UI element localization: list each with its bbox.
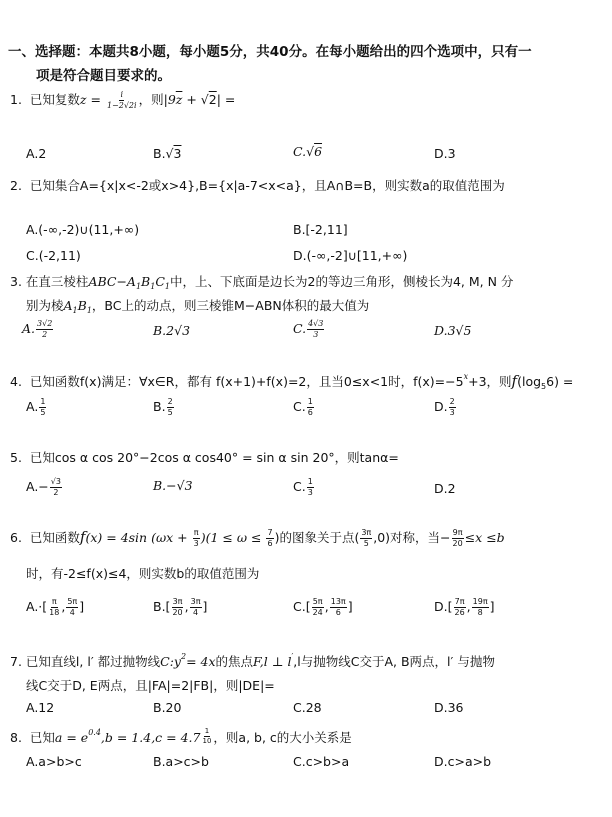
question-1-stem: 1. 已知复数z = $\frac{i}{1-2√2i}$ ，则$|9\overline{z} + √2|$ =	[10, 90, 236, 110]
section-header-line2: 项是符合题目要求的。	[36, 68, 171, 84]
question-3-stem-line2: 别为棱$A_1B_1$，BC上的动点，则三棱锥M−ABN体积的最大值为	[26, 298, 370, 315]
fraction: $\frac{i}{1-2√2i}$	[106, 90, 137, 110]
q3-option-a[interactable]: A. $\frac{3√2}{2}$	[22, 319, 53, 339]
q2-option-c[interactable]: C.(-2,11)	[26, 248, 81, 263]
q1-option-b[interactable]: B.√3	[153, 146, 182, 161]
question-7-stem-line1: 7. 已知直线l, l′ 都过抛物线$C:y^2= 4x$的焦点F,l ⊥ l′,l与抛物线C交于A, B两点，l′ 与抛物	[10, 652, 495, 669]
q4-option-a[interactable]: A. $\frac{1}{5}$	[26, 397, 46, 417]
q7-option-b[interactable]: B.20	[153, 700, 182, 715]
q5-option-c[interactable]: C. $\frac{1}{3}$	[293, 477, 313, 497]
question-6-stem-line1: 6. 已知函数f(x) = 4sin (ωx + $\frac{\pi}{3}$ )(1 ≤ ω ≤ $\frac{7}{6}$ )的图象关于点( $\frac{3\pi}{5}$ ,0)对称，当− $\frac{9\pi}{20}$ ≤x ≤b	[10, 528, 505, 548]
question-4-stem: 4. 已知函数f(x)满足：∀x∈R，都有 f(x+1)+f(x)=2，且当0≤x<1时，$f(x)=-5^x+3$，则$f(\log_56)$ =	[10, 372, 574, 391]
q2-option-b[interactable]: B.[-2,11]	[293, 222, 348, 237]
q4-option-b[interactable]: B. $\frac{2}{5}$	[153, 397, 173, 417]
q6-option-a[interactable]: A.·[ $\frac{\pi}{18}$ , $\frac{5\pi}{4}$ ]	[26, 597, 85, 617]
q5-option-b[interactable]: B.−√3	[153, 478, 193, 493]
q4-option-c[interactable]: C. $\frac{1}{6}$	[293, 397, 313, 417]
question-5-stem: 5. 已知cos α cos 20°−2cos α cos40° = sin α sin 20°，则tanα=	[10, 450, 399, 465]
q3-option-c[interactable]: C. $\frac{4√3}{3}$	[293, 319, 324, 339]
q3-option-b[interactable]: B.2√3	[153, 323, 191, 338]
question-8-stem: 8. 已知$a = e^{0.4},b = 1.4,c = 4.7$ $\frac{1}{10}$ ，则a, b, c的大小关系是	[10, 727, 352, 745]
question-3-stem-line1: 3. 在直三棱柱$ABC-A_1B_1C_1$中，上、下底面是边长为2的等边三角形，侧棱长为4, M, N 分	[10, 274, 514, 291]
q7-option-a[interactable]: A.12	[26, 700, 55, 715]
q6-option-d[interactable]: D.[ $\frac{7\pi}{26}$ , $\frac{19\pi}{8}$ ]	[434, 597, 495, 617]
q7-option-c[interactable]: C.28	[293, 700, 322, 715]
q8-option-a[interactable]: A.a>b>c	[26, 754, 82, 769]
question-2-stem: 2. 已知集合A={x|x<-2或x>4},B={x|a-7<x<a}，且A∩B=B，则实数a的取值范围为	[10, 178, 505, 193]
q1-option-a[interactable]: A.2	[26, 146, 47, 161]
section-header-line1: 一、选择题：本题共8小题，每小题5分，共40分。在每小题给出的四个选项中，只有一	[8, 44, 532, 60]
q5-option-d[interactable]: D.2	[434, 481, 456, 496]
q8-option-c[interactable]: C.c>b>a	[293, 754, 350, 769]
q6-option-c[interactable]: C.[ $\frac{5\pi}{24}$ , $\frac{13\pi}{6}$ ]	[293, 597, 353, 617]
q8-option-d[interactable]: D.c>a>b	[434, 754, 492, 769]
q5-option-a[interactable]: A.− $\frac{√3}{2}$	[26, 477, 61, 497]
q8-option-b[interactable]: B.a>c>b	[153, 754, 209, 769]
q6-option-b[interactable]: B.[ $\frac{3\pi}{20}$ , $\frac{3\pi}{4}$ ]	[153, 597, 208, 617]
question-6-stem-line2: 时，有-2≤f(x)≤4，则实数b的取值范围为	[26, 566, 260, 581]
q4-option-d[interactable]: D. $\frac{2}{3}$	[434, 397, 455, 417]
q3-option-d[interactable]: D.3√5	[434, 323, 472, 338]
question-7-stem-line2: 线C交于D, E两点，且|FA|=2|FB|，则|DE|=	[26, 678, 275, 693]
q1-option-c[interactable]: C.√6	[293, 144, 323, 159]
q1-option-d[interactable]: D.3	[434, 146, 456, 161]
q2-option-d[interactable]: D.(-∞,-2]∪[11,+∞)	[293, 248, 408, 263]
q7-option-d[interactable]: D.36	[434, 700, 464, 715]
q2-option-a[interactable]: A.(-∞,-2)∪(11,+∞)	[26, 222, 140, 237]
